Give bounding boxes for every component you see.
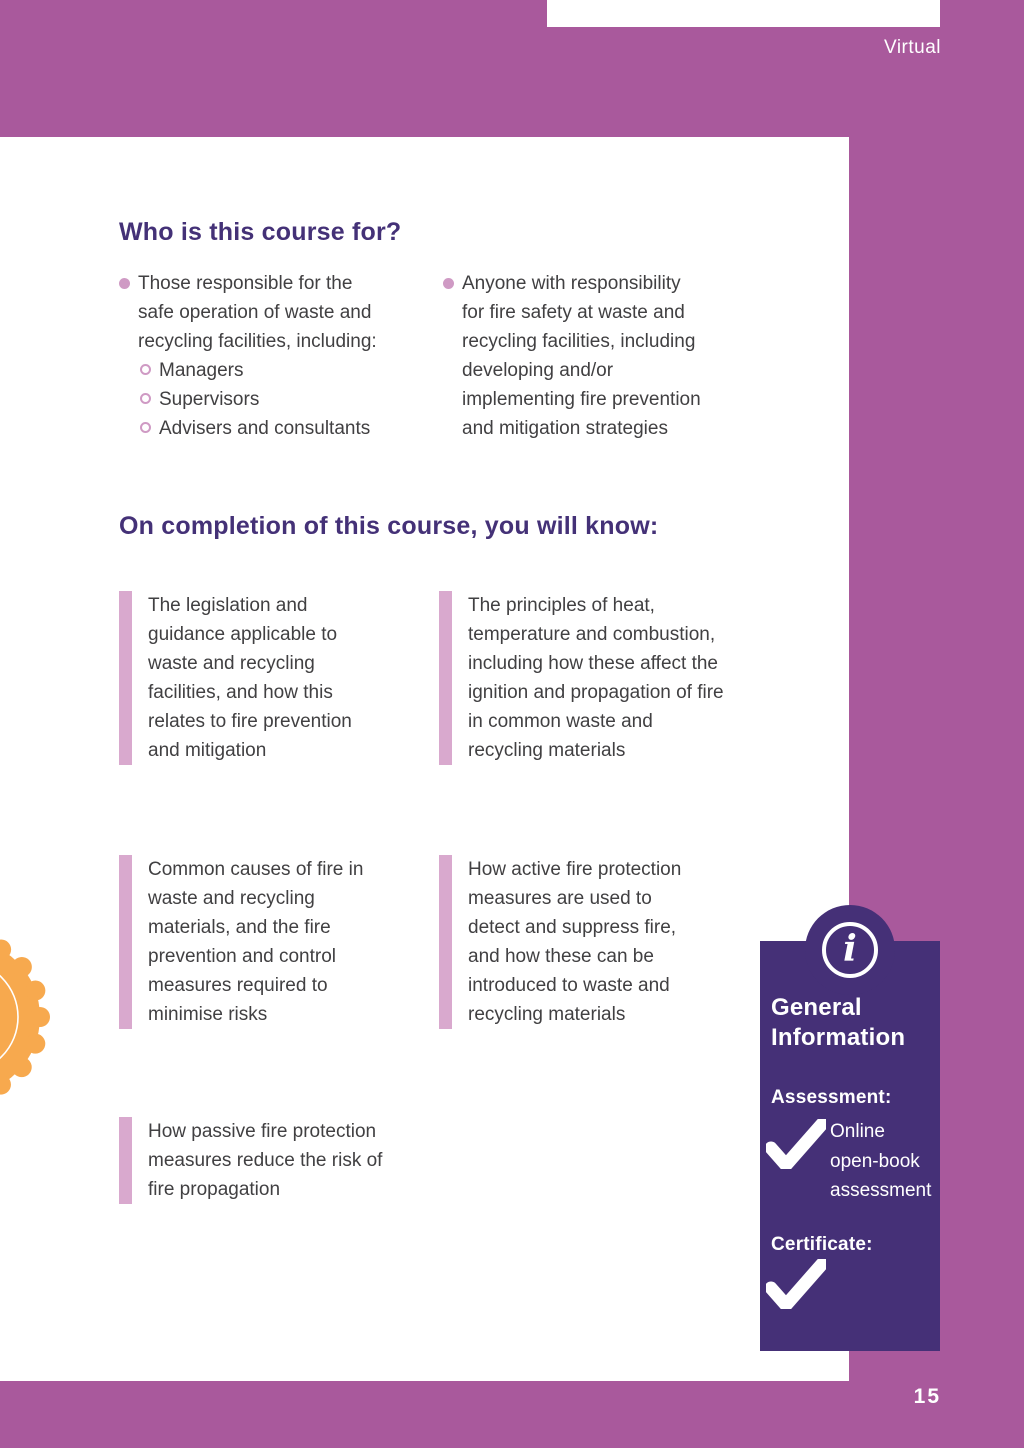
sub-bullet-text: Advisers and consultants — [159, 418, 371, 439]
bullet-text: Anyone with responsibility for fire safety at waste and recycling facilities, including developing and/or implementing fire prevention and mitigation strategies — [462, 273, 701, 439]
bullet-dot-icon — [443, 278, 454, 289]
who-column-right — [443, 269, 705, 443]
bullet-item — [443, 269, 705, 443]
info-i-glyph: i — [843, 927, 857, 970]
who-column-left — [119, 269, 379, 443]
knowledge-item: The legislation and guidance applicable to waste and recycling facilities, and how this relates to fire prevention and mitigation — [119, 591, 364, 765]
bullet-text: Those responsible for the safe operation of waste and recycling facilities, including: — [138, 273, 377, 352]
bullet-dot-icon — [119, 278, 130, 289]
assessment-label: Assessment: — [771, 1087, 892, 1108]
checkmark-icon — [766, 1259, 826, 1309]
top-tab-strip — [547, 0, 940, 27]
knowledge-item: Common causes of fire in waste and recycling materials, and the fire prevention and control measures required to minimise risks — [119, 855, 369, 1029]
circle-outline-icon — [140, 393, 151, 404]
sub-bullet-text: Supervisors — [159, 389, 260, 410]
circle-outline-icon — [140, 364, 151, 375]
panel-title: General Information — [771, 994, 906, 1051]
circle-outline-icon — [140, 422, 151, 433]
general-information-panel — [760, 927, 940, 1351]
sub-bullet-item — [140, 385, 379, 414]
knowledge-item: The principles of heat, temperature and combustion, including how these affect the ignition and propagation of fire in common waste and recycling materials — [439, 591, 724, 765]
who-section-heading: Who is this course for? — [119, 218, 402, 246]
sub-bullet-list — [140, 356, 379, 443]
info-icon — [822, 922, 878, 978]
sub-bullet-item — [140, 414, 379, 443]
knowledge-item: How passive fire protection measures reduce the risk of fire propagation — [119, 1117, 394, 1204]
page-number: 15 — [913, 1385, 941, 1408]
info-badge — [805, 905, 895, 995]
sub-bullet-text: Managers — [159, 360, 244, 381]
completion-section-heading: On completion of this course, you will know: — [119, 512, 659, 540]
certificate-label: Certificate: — [771, 1234, 873, 1255]
delivery-mode-label: Virtual — [883, 37, 941, 58]
assessment-value: Online open-book assessment — [830, 1121, 932, 1201]
checkmark-icon — [766, 1119, 826, 1169]
sub-bullet-item — [140, 356, 379, 385]
bullet-item — [119, 269, 379, 356]
knowledge-item: How active fire protection measures are used to detect and suppress fire, and how these can be introduced to waste and recycling materials — [439, 855, 684, 1029]
